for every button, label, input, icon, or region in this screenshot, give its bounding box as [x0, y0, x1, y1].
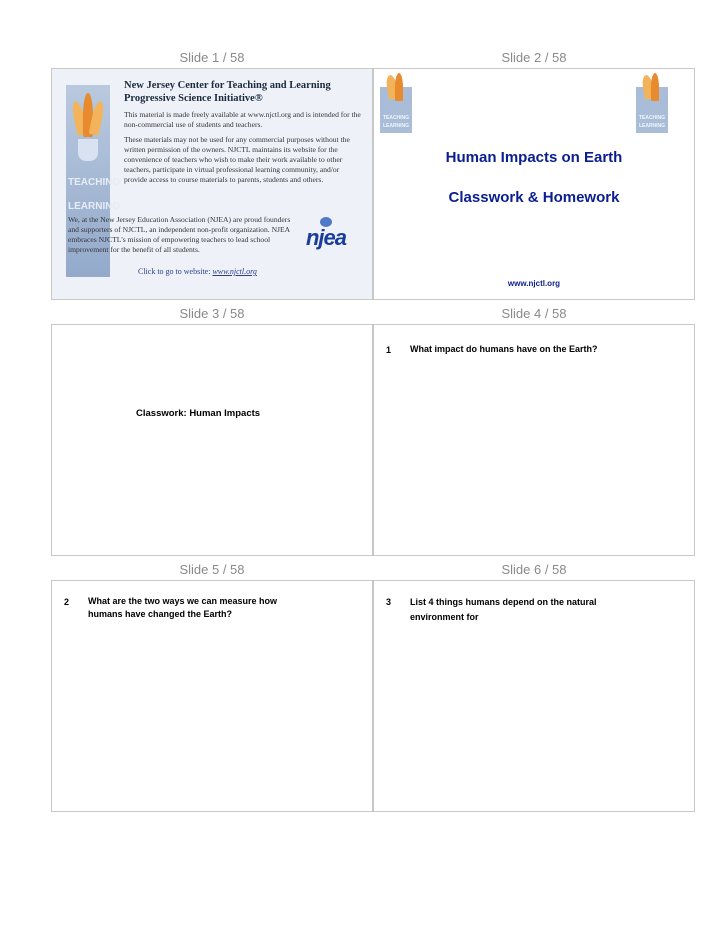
slide-6[interactable]	[373, 580, 695, 812]
slide-2-label: Slide 2 / 58	[501, 50, 567, 65]
question-number: 1	[386, 345, 392, 355]
slide-5[interactable]	[51, 580, 373, 812]
slide-1[interactable]	[51, 68, 373, 300]
slide-1-title-line-2: Progressive Science Initiative®	[124, 93, 263, 104]
slide-4[interactable]	[373, 324, 695, 556]
question-text-line-1: List 4 things humans depend on the natural	[410, 597, 597, 607]
slide-2-url: www.njctl.org	[507, 279, 561, 288]
njctl-logo-right	[636, 73, 668, 133]
njea-logo	[299, 217, 353, 249]
website-link-url[interactable]: www.njctl.org	[212, 267, 257, 276]
question-text-line-1: What are the two ways we can measure how	[88, 596, 278, 606]
slide-1-label: Slide 1 / 58	[179, 50, 245, 65]
logo-learning-text: LEARNING	[68, 201, 121, 212]
njea-logo-text: njea	[305, 225, 347, 250]
slide-1-background	[52, 69, 372, 299]
question-text	[88, 595, 358, 621]
slide-3[interactable]	[51, 324, 373, 556]
question-text-line-2: environment for	[410, 612, 479, 622]
slide-1-paragraph-1: This material is made freely available at www.njctl.org and is intended for the non-commercial use of students and teachers.	[124, 110, 361, 129]
slide-2-title: Human Impacts on Earth	[445, 149, 623, 166]
njctl-logo-left	[380, 73, 412, 133]
website-link-prefix: Click to go to website:	[138, 267, 211, 276]
question-number: 2	[64, 597, 70, 607]
logo-teaching-text: TEACHING	[638, 115, 666, 121]
logo-learning-text: LEARNING	[638, 123, 666, 129]
logo-learning-text: LEARNING	[382, 123, 410, 129]
slide-1-title-line-1: New Jersey Center for Teaching and Learning	[124, 80, 331, 91]
slide-5-label: Slide 5 / 58	[179, 562, 245, 577]
slide-6-label: Slide 6 / 58	[501, 562, 567, 577]
website-link[interactable]	[138, 267, 257, 276]
slide-3-label: Slide 3 / 58	[179, 306, 245, 321]
slide-1-paragraph-3: We, at the New Jersey Education Association (NJEA) are proud founders and supporters of NJCTL, an independent non-profit organization. NJEA embraces NJCTL's mission of empowering teachers to lead school improvement for the benefit of all students.	[68, 215, 291, 254]
slide-2[interactable]	[373, 68, 695, 300]
question-number: 3	[386, 597, 392, 607]
slide-2-subtitle: Classwork & Homework	[448, 189, 620, 206]
slide-4-label: Slide 4 / 58	[501, 306, 567, 321]
flame-icon	[395, 73, 403, 101]
logo-teaching-text: TEACHING	[382, 115, 410, 121]
question-text	[410, 595, 680, 625]
question-text-line-2: humans have changed the Earth?	[88, 609, 233, 619]
question-text: What impact do humans have on the Earth?	[410, 344, 598, 354]
flame-icon	[651, 73, 659, 101]
logo-teaching-text: TEACHING	[68, 177, 121, 188]
slide-3-heading: Classwork: Human Impacts	[136, 408, 261, 419]
slide-1-paragraph-2: These materials may not be used for any commercial purposes without the written permission of the owners. NJCTL maintains its website for the convenience of teachers who wish to make their work available to other teachers, participate in virtual professional learning community, and/or provide access to course materials to parents, students and others.	[124, 135, 350, 184]
